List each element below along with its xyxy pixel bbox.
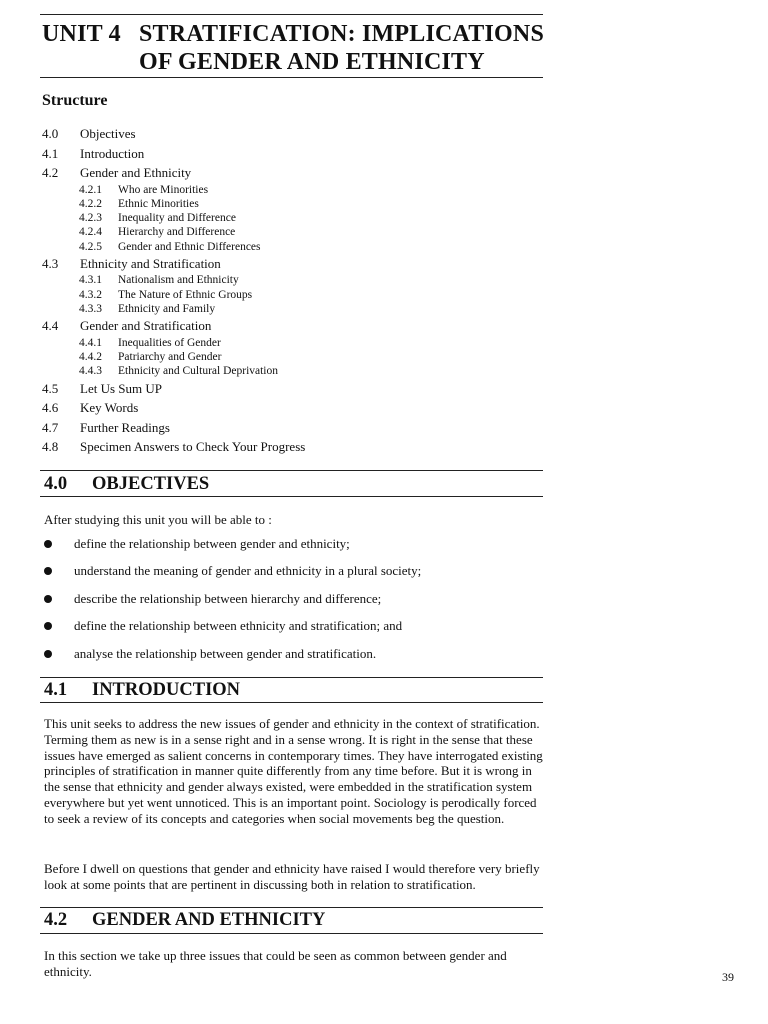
toc-subentry	[42, 364, 522, 378]
objectives-heading	[44, 473, 209, 495]
bullet-icon	[44, 595, 52, 603]
objective-text: define the relationship between ethnicity and stratification; and	[74, 618, 403, 634]
introduction-heading	[44, 679, 240, 701]
toc-label: Ethnicity and Family	[118, 303, 216, 316]
toc-subentry	[42, 273, 522, 287]
introduction-paragraph-2: Before I dwell on questions that gender and ethnicity have raised I would therefore very briefly look at some points that are pertinent in discussing both in relation to stratification.	[44, 861, 540, 892]
toc-label: Gender and Ethnicity	[80, 165, 192, 180]
objectives-number: 4.0	[44, 474, 68, 494]
toc-number: 4.3.2	[79, 288, 102, 301]
toc-number: 4.3.3	[79, 303, 102, 316]
toc-number: 4.4.3	[79, 365, 102, 378]
toc-subentry	[42, 197, 522, 211]
introduction-top-rule	[40, 677, 543, 678]
toc-subentry	[42, 350, 522, 364]
bullet-icon	[44, 622, 52, 630]
gender-ethnicity-top-rule	[40, 907, 543, 908]
introduction-title: INTRODUCTION	[92, 680, 241, 700]
toc-number: 4.4.2	[79, 351, 102, 364]
toc-number: 4.3	[42, 255, 59, 271]
introduction-number: 4.1	[44, 680, 68, 700]
top-rule	[40, 14, 543, 15]
toc-label: Further Readings	[80, 419, 170, 435]
toc-subentry	[42, 336, 522, 350]
objectives-list	[42, 536, 512, 673]
toc-number: 4.2.1	[79, 183, 102, 196]
bullet-icon	[44, 540, 52, 548]
toc-entry	[42, 316, 522, 336]
objective-item	[42, 591, 512, 618]
toc-entry	[42, 254, 522, 274]
toc-label: Hierarchy and Difference	[118, 226, 236, 239]
toc-entry	[42, 144, 522, 164]
toc-number: 4.1	[42, 145, 59, 161]
toc-label: Specimen Answers to Check Your Progress	[80, 439, 306, 455]
objective-text: define the relationship between gender and ethnicity;	[74, 536, 350, 551]
structure-heading: Structure	[42, 92, 108, 109]
toc-label: Objectives	[80, 126, 136, 141]
toc-entry	[42, 124, 522, 144]
page-number: 39	[722, 970, 734, 984]
unit-title-line1: STRATIFICATION: IMPLICATIONS	[139, 21, 544, 47]
toc-subentry	[42, 225, 522, 239]
unit-title	[42, 20, 562, 76]
toc-number: 4.5	[42, 380, 59, 396]
toc-label: Nationalism and Ethnicity	[118, 274, 239, 287]
objectives-top-rule	[40, 470, 543, 471]
toc-number: 4.4	[42, 318, 59, 334]
toc-entry	[42, 437, 522, 457]
toc-number: 4.2.5	[79, 240, 102, 253]
gender-ethnicity-paragraph: In this section we take up three issues that could be seen as common between gender and ethnicity.	[44, 948, 507, 979]
toc-label: Inequalities of Gender	[118, 336, 221, 349]
introduction-paragraph-1: This unit seeks to address the new issues of gender and ethnicity in the context of stratification. Terming them as new is in a sense right and in a sense wrong. It is right in the sense that these issues have emerged as salient concerns in contemporary times. They have interrogated existing principles of stratification in manner quite differently from any time before. But it is wrong in the sense that ethnicity and gender always existed, were embedded in the stratification system everywhere but yet went unnoticed. This is an important point. Sociology is perodically forced to seek a review of its concepts and categories when social movements beg the question.	[44, 716, 543, 826]
toc-label: Inequality and Difference	[118, 212, 236, 225]
gender-ethnicity-bottom-rule	[40, 933, 543, 934]
toc-number: 4.2.3	[79, 212, 102, 225]
objectives-intro: After studying this unit you will be able to :	[44, 512, 272, 527]
toc-subentry	[42, 211, 522, 225]
bullet-icon	[44, 567, 52, 575]
unit-label: UNIT 4	[42, 21, 121, 47]
toc-label: Let Us Sum UP	[80, 380, 162, 396]
toc-number: 4.2.4	[79, 226, 102, 239]
title-bottom-rule	[40, 77, 543, 78]
toc-number: 4.7	[42, 419, 59, 435]
toc-number: 4.8	[42, 439, 59, 455]
toc-subentry	[42, 240, 522, 254]
objectives-bottom-rule	[40, 496, 543, 497]
toc-subentry	[42, 288, 522, 302]
table-of-contents	[42, 124, 522, 457]
toc-label: Patriarchy and Gender	[118, 351, 222, 364]
toc-number: 4.0	[42, 126, 59, 141]
objectives-title: OBJECTIVES	[92, 474, 210, 494]
bullet-icon	[44, 650, 52, 658]
toc-number: 4.6	[42, 400, 59, 416]
toc-label: Gender and Ethnic Differences	[118, 240, 261, 253]
toc-entry	[42, 379, 522, 399]
objective-text: describe the relationship between hierarchy and difference;	[74, 590, 382, 606]
toc-number: 4.2.2	[79, 197, 102, 210]
objective-text: analyse the relationship between gender and stratification.	[74, 645, 377, 661]
toc-number: 4.3.1	[79, 274, 102, 287]
toc-label: Who are Minorities	[118, 183, 209, 196]
objective-item	[42, 646, 512, 673]
gender-ethnicity-title: GENDER AND ETHNICITY	[92, 910, 326, 930]
objective-item	[42, 618, 512, 645]
toc-subentry	[42, 302, 522, 316]
toc-label: Ethnic Minorities	[118, 197, 199, 210]
toc-entry	[42, 163, 522, 183]
toc-entry	[42, 418, 522, 438]
toc-subentry	[42, 183, 522, 197]
toc-label: Introduction	[80, 145, 145, 161]
toc-number: 4.2	[42, 165, 59, 180]
unit-title-line2: OF GENDER AND ETHNICITY	[139, 49, 485, 75]
toc-label: Key Words	[80, 400, 139, 416]
toc-label: Gender and Stratification	[80, 318, 212, 334]
introduction-bottom-rule	[40, 702, 543, 703]
objective-text: understand the meaning of gender and ethnicity in a plural society;	[74, 563, 422, 579]
toc-number: 4.4.1	[79, 336, 102, 349]
objective-item	[42, 563, 512, 590]
toc-label: Ethnicity and Stratification	[80, 255, 221, 271]
gender-ethnicity-number: 4.2	[44, 910, 68, 930]
gender-ethnicity-heading	[44, 909, 325, 931]
toc-entry	[42, 398, 522, 418]
toc-label: Ethnicity and Cultural Deprivation	[118, 365, 279, 378]
toc-label: The Nature of Ethnic Groups	[118, 288, 253, 301]
objective-item	[42, 536, 512, 563]
